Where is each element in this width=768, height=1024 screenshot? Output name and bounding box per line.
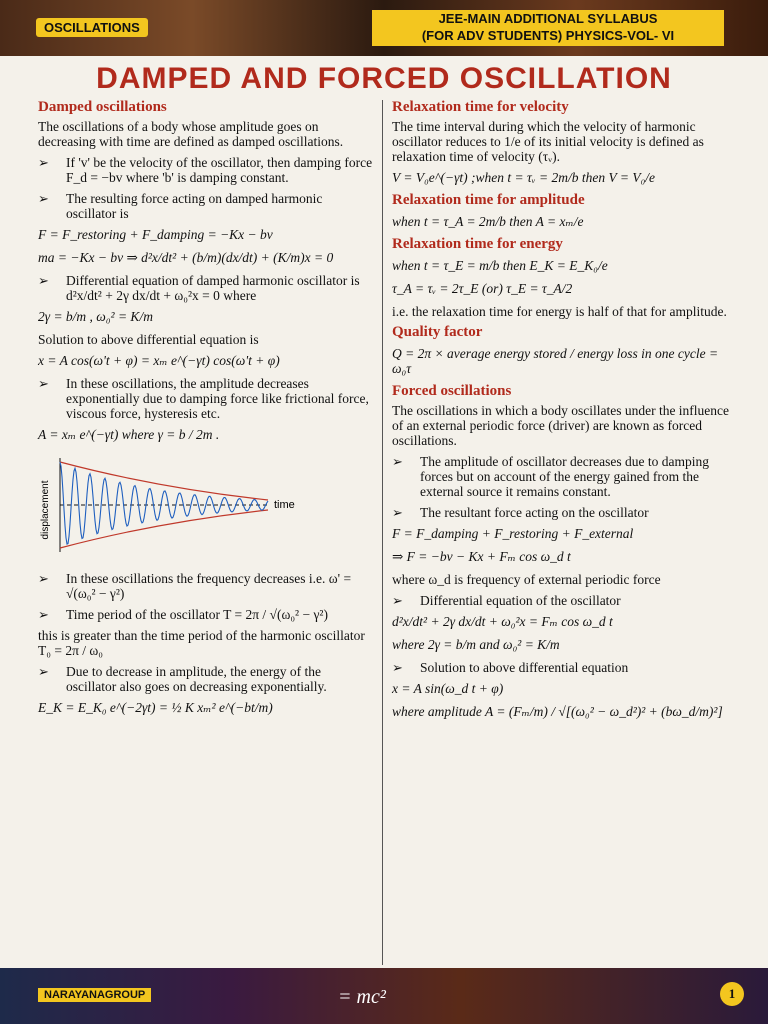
equation-energy: E_K = E_K₀ e^(−2γt) = ½ K xₘ² e^(−bt/m) (38, 700, 273, 715)
heading-damped-oscillations: Damped oscillations (38, 99, 167, 115)
publisher-logo: NARAYANAGROUP (38, 988, 151, 1002)
equation-velocity: V = V₀e^(−γt) ;when t = τᵥ = 2m/b then V = V₀/e (392, 170, 656, 185)
equation-resultant-expanded: ⇒ F = −bv − Kx + Fₘ cos ω_d t (392, 549, 571, 564)
bullet-frequency-decreases: ➢ In these oscillations the frequency decreases i.e. ω' = √(ω₀² − γ²) (38, 571, 373, 601)
time-period-comparison: this is greater than the time period of the harmonic oscillator T₀ = 2π / ω₀ (38, 628, 365, 658)
header-banner (0, 0, 768, 56)
equation-forced-amplitude: where amplitude A = (Fₘ/m) / √[(ω₀² − ω_d²)² + (bω_d/m)²] (392, 704, 723, 719)
damped-wave (60, 462, 268, 544)
bullet-amplitude-constant: ➢ The amplitude of oscillator decreases due to damping forces but on account of the energy gained from the external source it remains constant. (392, 454, 732, 499)
damped-graph-svg (38, 450, 338, 560)
equation-forced-constants: where 2γ = b/m and ω₀² = K/m (392, 637, 560, 652)
relaxation-velocity-definition: The time interval during which the velocity of harmonic oscillator reduces to 1/e of its initial velocity is defined as relaxation time of velocity (τᵥ). (392, 119, 704, 164)
equation-solution: x = A cos(ω't + φ) = xₘ e^(−γt) cos(ω't + φ) (38, 353, 280, 368)
right-column (392, 98, 732, 727)
bullet-differential-equation: ➢ Differential equation of damped harmonic oscillator is d²x/dt² + 2γ dx/dt + ω₀²x = 0 where (38, 273, 373, 303)
heading-quality-factor: Quality factor (392, 324, 483, 340)
heading-relaxation-energy: Relaxation time for energy (392, 236, 563, 252)
driving-frequency-note: where ω_d is frequency of external periodic force (392, 572, 661, 587)
syllabus-line-1: JEE-MAIN ADDITIONAL SYLLABUS (438, 11, 658, 26)
equation-forced-differential: d²x/dt² + 2γ dx/dt + ω₀²x = Fₘ cos ω_d t (392, 614, 613, 629)
chapter-tag: OSCILLATIONS (36, 18, 148, 37)
equation-gamma-omega: 2γ = b/m , ω₀² = K/m (38, 309, 153, 324)
heading-relaxation-amplitude: Relaxation time for amplitude (392, 192, 585, 208)
damped-definition: The oscillations of a body whose amplitude goes on decreasing with time are defined as damped oscillations. (38, 119, 344, 149)
equation-forced-solution: x = A sin(ω_d t + φ) (392, 681, 504, 696)
forced-definition: The oscillations in which a body oscillates under the influence of an external periodic force (driver) are known as forced oscillations. (392, 403, 730, 448)
syllabus-label (372, 10, 724, 46)
heading-relaxation-velocity: Relaxation time for velocity (392, 99, 569, 115)
equation-amplitude: A = xₘ e^(−γt) where γ = b / 2m . (38, 427, 220, 442)
column-divider (382, 100, 383, 965)
bullet-time-period: ➢ Time period of the oscillator T = 2π / √(ω₀² − γ²) (38, 607, 373, 622)
heading-forced-oscillations: Forced oscillations (392, 383, 512, 399)
bullet-forced-differential: ➢ Differential equation of the oscillator (392, 593, 732, 608)
graph-y-label: displacement (40, 480, 51, 540)
solution-intro: Solution to above differential equation is (38, 332, 259, 347)
equation-resultant-force: F = F_damping + F_restoring + F_external (392, 526, 634, 541)
footer-banner (0, 968, 768, 1024)
bullet-resulting-force: ➢ The resulting force acting on damped harmonic oscillator is (38, 191, 373, 221)
equation-force: F = F_restoring + F_damping = −Kx − bv (38, 227, 273, 242)
equation-energy-relaxation: when t = τ_E = m/b then E_K = E_K₀/e (392, 258, 608, 273)
bullet-amplitude-decrease: ➢ In these oscillations, the amplitude decreases exponentially due to damping force like frictional force, viscous force, hysteresis etc. (38, 376, 373, 421)
bullet-damping-force: ➢ If 'v' be the velocity of the oscillator, then damping force F_d = −bv where 'b' is damping constant. (38, 155, 373, 185)
equation-motion: ma = −Kx − bv ⇒ d²x/dt² + (b/m)(dx/dt) + (K/m)x = 0 (38, 250, 334, 265)
page-number: 1 (720, 982, 744, 1006)
footer-equation: = mc² (338, 986, 386, 1008)
syllabus-line-2: (FOR ADV STUDENTS) PHYSICS-VOL- VI (421, 28, 675, 43)
bullet-resultant-force: ➢ The resultant force acting on the oscillator (392, 505, 732, 520)
left-column (38, 98, 373, 723)
equation-quality-factor: Q = 2π × average energy stored / energy loss in one cycle = ω₀τ (392, 346, 719, 376)
relaxation-note: i.e. the relaxation time for energy is half of that for amplitude. (392, 304, 727, 319)
graph-x-label: time (274, 499, 295, 511)
equation-amplitude-relaxation: when t = τ_A = 2m/b then A = xₘ/e (392, 214, 584, 229)
lower-envelope (60, 510, 268, 548)
damped-oscillation-graph (38, 450, 373, 563)
bullet-energy-decrease: ➢ Due to decrease in amplitude, the energy of the oscillator also goes on decreasing exponentially. (38, 664, 373, 694)
equation-relaxation-relation: τ_A = τᵥ = 2τ_E (or) τ_E = τ_A/2 (392, 281, 573, 296)
bullet-forced-solution: ➢ Solution to above differential equation (392, 660, 732, 675)
page-title: DAMPED AND FORCED OSCILLATION (96, 62, 672, 95)
